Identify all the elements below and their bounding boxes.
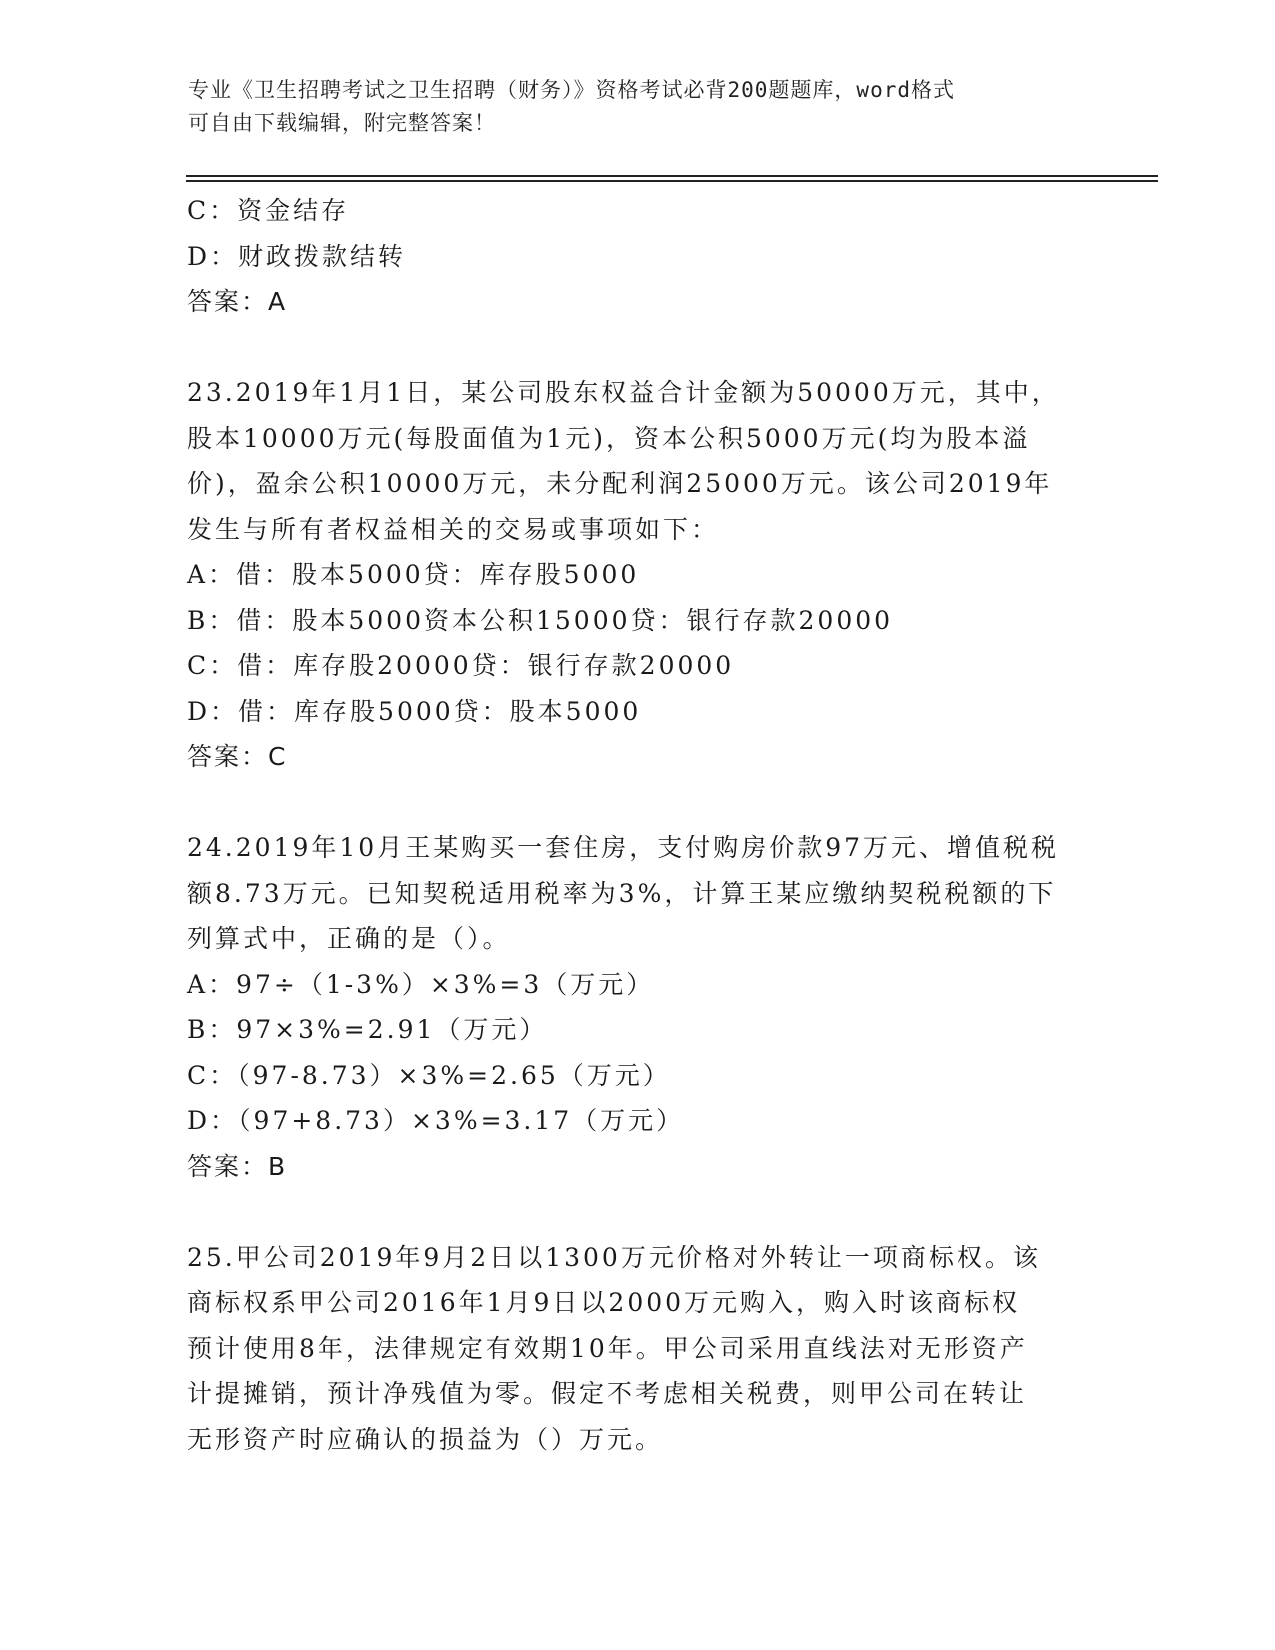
spacer xyxy=(187,1189,1087,1235)
answer-line: 答案：B xyxy=(187,1151,288,1181)
document-header xyxy=(188,74,1068,140)
header-rule-top xyxy=(186,175,1158,177)
question-stem-line: 23.2019年1月1日，某公司股东权益合计金额为50000万元，其中， xyxy=(187,378,1060,407)
question-stem-line: 25.甲公司2019年9月2日以1300万元价格对外转让一项商标权。该 xyxy=(187,1242,1041,1272)
question-stem-line: 发生与所有者权益相关的交易或事项如下： xyxy=(187,514,720,544)
question-stem-line: 商标权系甲公司2016年1月9日以2000万元购入，购入时该商标权 xyxy=(187,1288,1021,1317)
spacer xyxy=(187,325,1087,371)
answer-line: 答案：A xyxy=(187,287,288,316)
question-stem-line: 额8.73万元。已知契税适用税率为3%，计算王某应缴纳契税税额的下 xyxy=(187,878,1057,908)
option-a: A：97÷（1-3%）×3%=3（万元） xyxy=(187,969,655,999)
spacer xyxy=(187,780,1087,826)
question-stem-line: 预计使用8年，法律规定有效期10年。甲公司采用直线法对无形资产 xyxy=(187,1333,1028,1363)
option-c: C：借：库存股20000贷：银行存款20000 xyxy=(187,651,735,680)
option-c: C：资金结存 xyxy=(187,196,350,225)
answer-line: 答案：C xyxy=(187,742,288,771)
header-title-line-2: 可自由下载编辑，附完整答案！ xyxy=(188,111,496,135)
option-b: B：借：股本5000资本公积15000贷：银行存款20000 xyxy=(187,605,894,635)
question-stem-line: 计提摊销，预计净残值为零。假定不考虑相关税费，则甲公司在转让 xyxy=(187,1379,1028,1408)
option-d: D：（97+8.73）×3%=3.17（万元） xyxy=(187,1106,685,1135)
option-c: C：（97-8.73）×3%=2.65（万元） xyxy=(187,1060,671,1090)
option-d: D：借：库存股5000贷：股本5000 xyxy=(187,696,642,726)
option-b: B：97×3%=2.91（万元） xyxy=(187,1015,548,1044)
header-title-line-1: 专业《卫生招聘考试之卫生招聘（财务）》资格考试必背200题题库，word格式 xyxy=(188,78,955,102)
option-a: A：借：股本5000贷：库存股5000 xyxy=(187,560,640,589)
question-stem-line: 价)，盈余公积10000万元，未分配利润25000万元。该公司2019年 xyxy=(187,469,1053,498)
question-stem-line: 无形资产时应确认的损益为（）万元。 xyxy=(187,1424,664,1454)
option-d: D：财政拨款结转 xyxy=(187,241,407,271)
header-rule-bottom xyxy=(186,180,1158,182)
document-body xyxy=(187,188,1087,1462)
question-stem-line: 24.2019年10月王某购买一套住房，支付购房价款97万元、增值税税 xyxy=(187,833,1060,862)
question-stem-line: 股本10000万元(每股面值为1元)，资本公积5000万元(均为股本溢 xyxy=(187,423,1031,453)
question-stem-line: 列算式中，正确的是（）。 xyxy=(187,924,511,953)
